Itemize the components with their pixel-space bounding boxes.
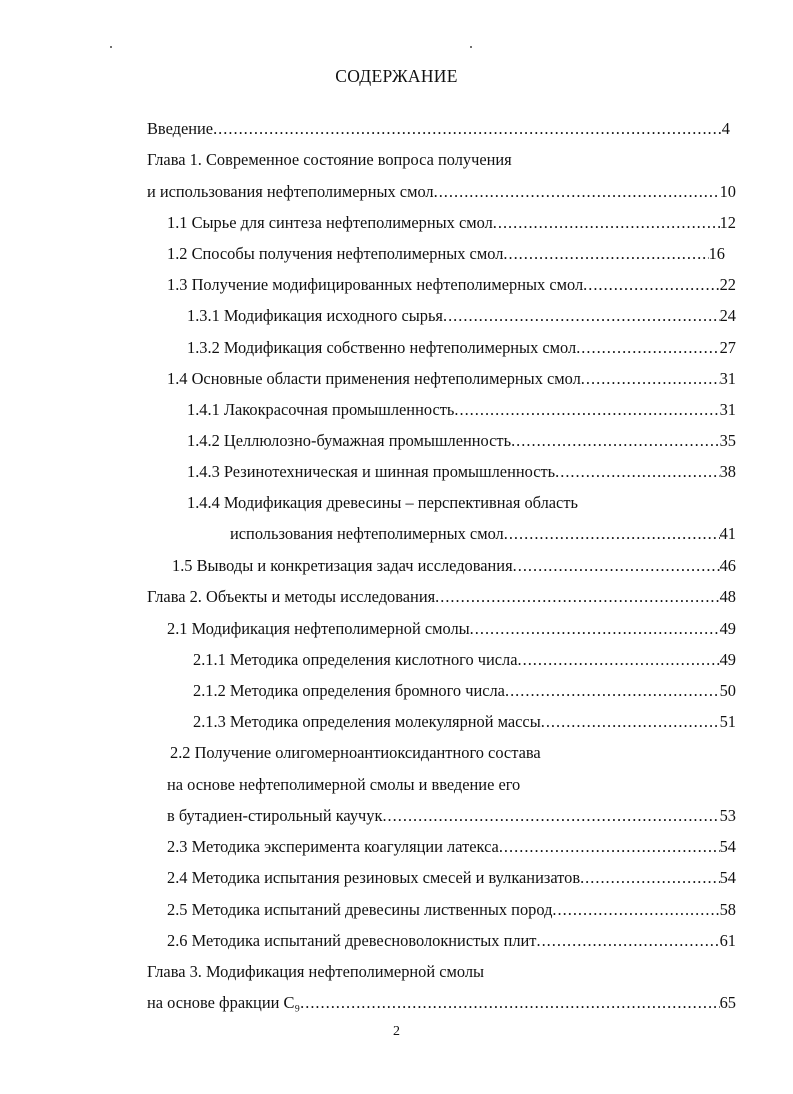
toc-entry-text: 1.4.3 Резинотехническая и шинная промышленность xyxy=(187,462,556,481)
toc-leader xyxy=(513,555,720,577)
toc-entry-1-5[interactable] xyxy=(172,555,736,577)
toc-entry-chapter-2[interactable] xyxy=(147,586,736,608)
toc-leader xyxy=(434,181,720,203)
toc-entry-text: 2.1.2 Методика определения бромного числа xyxy=(193,681,505,700)
toc-leader xyxy=(503,243,708,265)
toc-page-number: 46 xyxy=(719,556,736,575)
toc-leader xyxy=(300,992,719,1014)
toc-page-number: 35 xyxy=(719,431,736,450)
toc-page-number: 50 xyxy=(719,681,736,700)
toc-entry-text: 1.3.1 Модификация исходного сырья xyxy=(187,306,443,325)
toc-page-number: 49 xyxy=(719,650,736,669)
toc-page-number: 65 xyxy=(719,993,736,1012)
toc-entry-chapter-1[interactable] xyxy=(147,149,512,171)
toc-page-number: 4 xyxy=(721,119,730,138)
toc-entry-2-1-1[interactable] xyxy=(193,649,736,671)
toc-entry-chapter-1-cont[interactable] xyxy=(147,181,736,203)
toc-entry-text: 2.1.1 Методика определения кислотного числа xyxy=(193,650,518,669)
toc-entry-1-4-2[interactable] xyxy=(187,430,736,452)
toc-entry-chapter-3[interactable] xyxy=(147,961,484,983)
toc-entry-introduction[interactable] xyxy=(147,118,730,140)
toc-entry-2-2-cont[interactable] xyxy=(167,774,520,796)
toc-leader xyxy=(536,930,719,952)
toc-page-number: 61 xyxy=(719,931,736,950)
toc-leader xyxy=(580,867,720,889)
toc-entry-text: на основе нефтеполимерной смолы и введение его xyxy=(167,775,521,794)
toc-entry-text: 2.1 Модификация нефтеполимерной смолы xyxy=(167,619,470,638)
toc-entry-text: на основе фракции С₉ xyxy=(147,993,301,1012)
toc-leader xyxy=(576,337,719,359)
toc-entry-text: 1.5 Выводы и конкретизация задач исследования xyxy=(172,556,513,575)
toc-leader xyxy=(581,368,720,390)
toc-leader xyxy=(555,461,719,483)
toc-entry-text: 1.3 Получение модифицированных нефтеполимерных смол xyxy=(167,275,584,294)
toc-entry-text: Введение xyxy=(147,119,214,138)
toc-leader xyxy=(552,899,719,921)
toc-entry-2-1-3[interactable] xyxy=(193,711,736,733)
toc-entry-1-4-4-cont[interactable] xyxy=(230,523,736,545)
toc-leader xyxy=(213,118,722,140)
toc-leader xyxy=(499,836,720,858)
toc-entry-text: 1.2 Способы получения нефтеполимерных смол xyxy=(167,244,504,263)
toc-leader xyxy=(518,649,720,671)
toc-entry-text: 1.4.2 Целлюлозно-бумажная промышленность xyxy=(187,431,512,450)
toc-entry-2-2-cont-2[interactable] xyxy=(167,805,736,827)
scan-speck xyxy=(110,46,112,48)
toc-entry-1-3-2[interactable] xyxy=(187,337,736,359)
toc-entry-2-4[interactable] xyxy=(167,867,736,889)
toc-page-number: 53 xyxy=(719,806,736,825)
toc-entry-text: и использования нефтеполимерных смол xyxy=(147,182,434,201)
toc-entry-text: 1.4 Основные области применения нефтеполимерных смол xyxy=(167,369,581,388)
toc-entry-1-3[interactable] xyxy=(167,274,736,296)
toc-page-number: 22 xyxy=(719,275,736,294)
toc-leader xyxy=(505,680,720,702)
toc-page-number: 51 xyxy=(719,712,736,731)
toc-page-number: 41 xyxy=(719,524,736,543)
toc-leader xyxy=(435,586,719,608)
toc-leader xyxy=(470,618,720,640)
toc-entry-1-4-1[interactable] xyxy=(187,399,736,421)
toc-entry-2-6[interactable] xyxy=(167,930,736,952)
toc-leader xyxy=(382,805,719,827)
toc-entry-1-1[interactable] xyxy=(167,212,736,234)
toc-leader xyxy=(454,399,719,421)
toc-entry-chapter-3-cont[interactable] xyxy=(147,992,736,1014)
toc-entry-text: 1.4.1 Лакокрасочная промышленность xyxy=(187,400,455,419)
toc-leader xyxy=(504,523,720,545)
toc-entry-text: 2.4 Методика испытания резиновых смесей и вулканизатов xyxy=(167,868,581,887)
toc-entry-text: Глава 1. Современное состояние вопроса получения xyxy=(147,150,512,169)
toc-page-number: 31 xyxy=(719,369,736,388)
toc-entry-1-3-1[interactable] xyxy=(187,305,736,327)
toc-page-number: 38 xyxy=(719,462,736,481)
toc-entry-text: 2.1.3 Методика определения молекулярной массы xyxy=(193,712,541,731)
toc-entry-2-1-2[interactable] xyxy=(193,680,736,702)
scan-speck xyxy=(470,46,472,48)
toc-entry-1-4[interactable] xyxy=(167,368,736,390)
toc-leader xyxy=(443,305,720,327)
page-number: 2 xyxy=(393,1024,400,1039)
toc-entry-2-1[interactable] xyxy=(167,618,736,640)
toc-entry-text: использования нефтеполимерных смол xyxy=(230,524,504,543)
toc-leader xyxy=(493,212,720,234)
toc-entry-2-2[interactable] xyxy=(170,742,541,764)
toc-entry-1-2[interactable] xyxy=(167,243,725,265)
toc-entry-text: в бутадиен-стирольный каучук xyxy=(167,806,383,825)
toc-entry-text: 2.2 Получение олигомерноантиоксидантного состава xyxy=(170,743,541,762)
toc-page-number: 48 xyxy=(719,587,736,606)
toc-page-number: 16 xyxy=(708,244,725,263)
toc-entry-text: 1.4.4 Модификация древесины – перспективная область xyxy=(187,493,578,512)
toc-leader xyxy=(583,274,719,296)
toc-page-number: 10 xyxy=(719,182,736,201)
toc-page-number: 54 xyxy=(719,868,736,887)
page-title: СОДЕРЖАНИЕ xyxy=(335,66,458,86)
toc-entry-text: Глава 2. Объекты и методы исследования xyxy=(147,587,436,606)
toc-page-number: 24 xyxy=(719,306,736,325)
toc-entry-text: 2.3 Методика эксперимента коагуляции латекса xyxy=(167,837,499,856)
toc-leader xyxy=(511,430,720,452)
toc-leader xyxy=(541,711,720,733)
toc-entry-2-3[interactable] xyxy=(167,836,736,858)
toc-page-number: 58 xyxy=(719,900,736,919)
toc-entry-2-5[interactable] xyxy=(167,899,736,921)
toc-page-number: 54 xyxy=(719,837,736,856)
toc-entry-text: 2.6 Методика испытаний древесноволокнистых плит xyxy=(167,931,537,950)
toc-page-number: 27 xyxy=(719,338,736,357)
toc-entry-1-4-3[interactable] xyxy=(187,461,736,483)
toc-entry-text: Глава 3. Модификация нефтеполимерной смолы xyxy=(147,962,485,981)
toc-entry-text: 1.1 Сырье для синтеза нефтеполимерных смол xyxy=(167,213,493,232)
toc-entry-text: 1.3.2 Модификация собственно нефтеполимерных смол xyxy=(187,338,577,357)
toc-page-number: 49 xyxy=(719,619,736,638)
toc-page-number: 31 xyxy=(719,400,736,419)
toc-entry-text: 2.5 Методика испытаний древесины лиственных пород xyxy=(167,900,553,919)
toc-page-number: 12 xyxy=(719,213,736,232)
toc-entry-1-4-4[interactable] xyxy=(187,492,578,514)
